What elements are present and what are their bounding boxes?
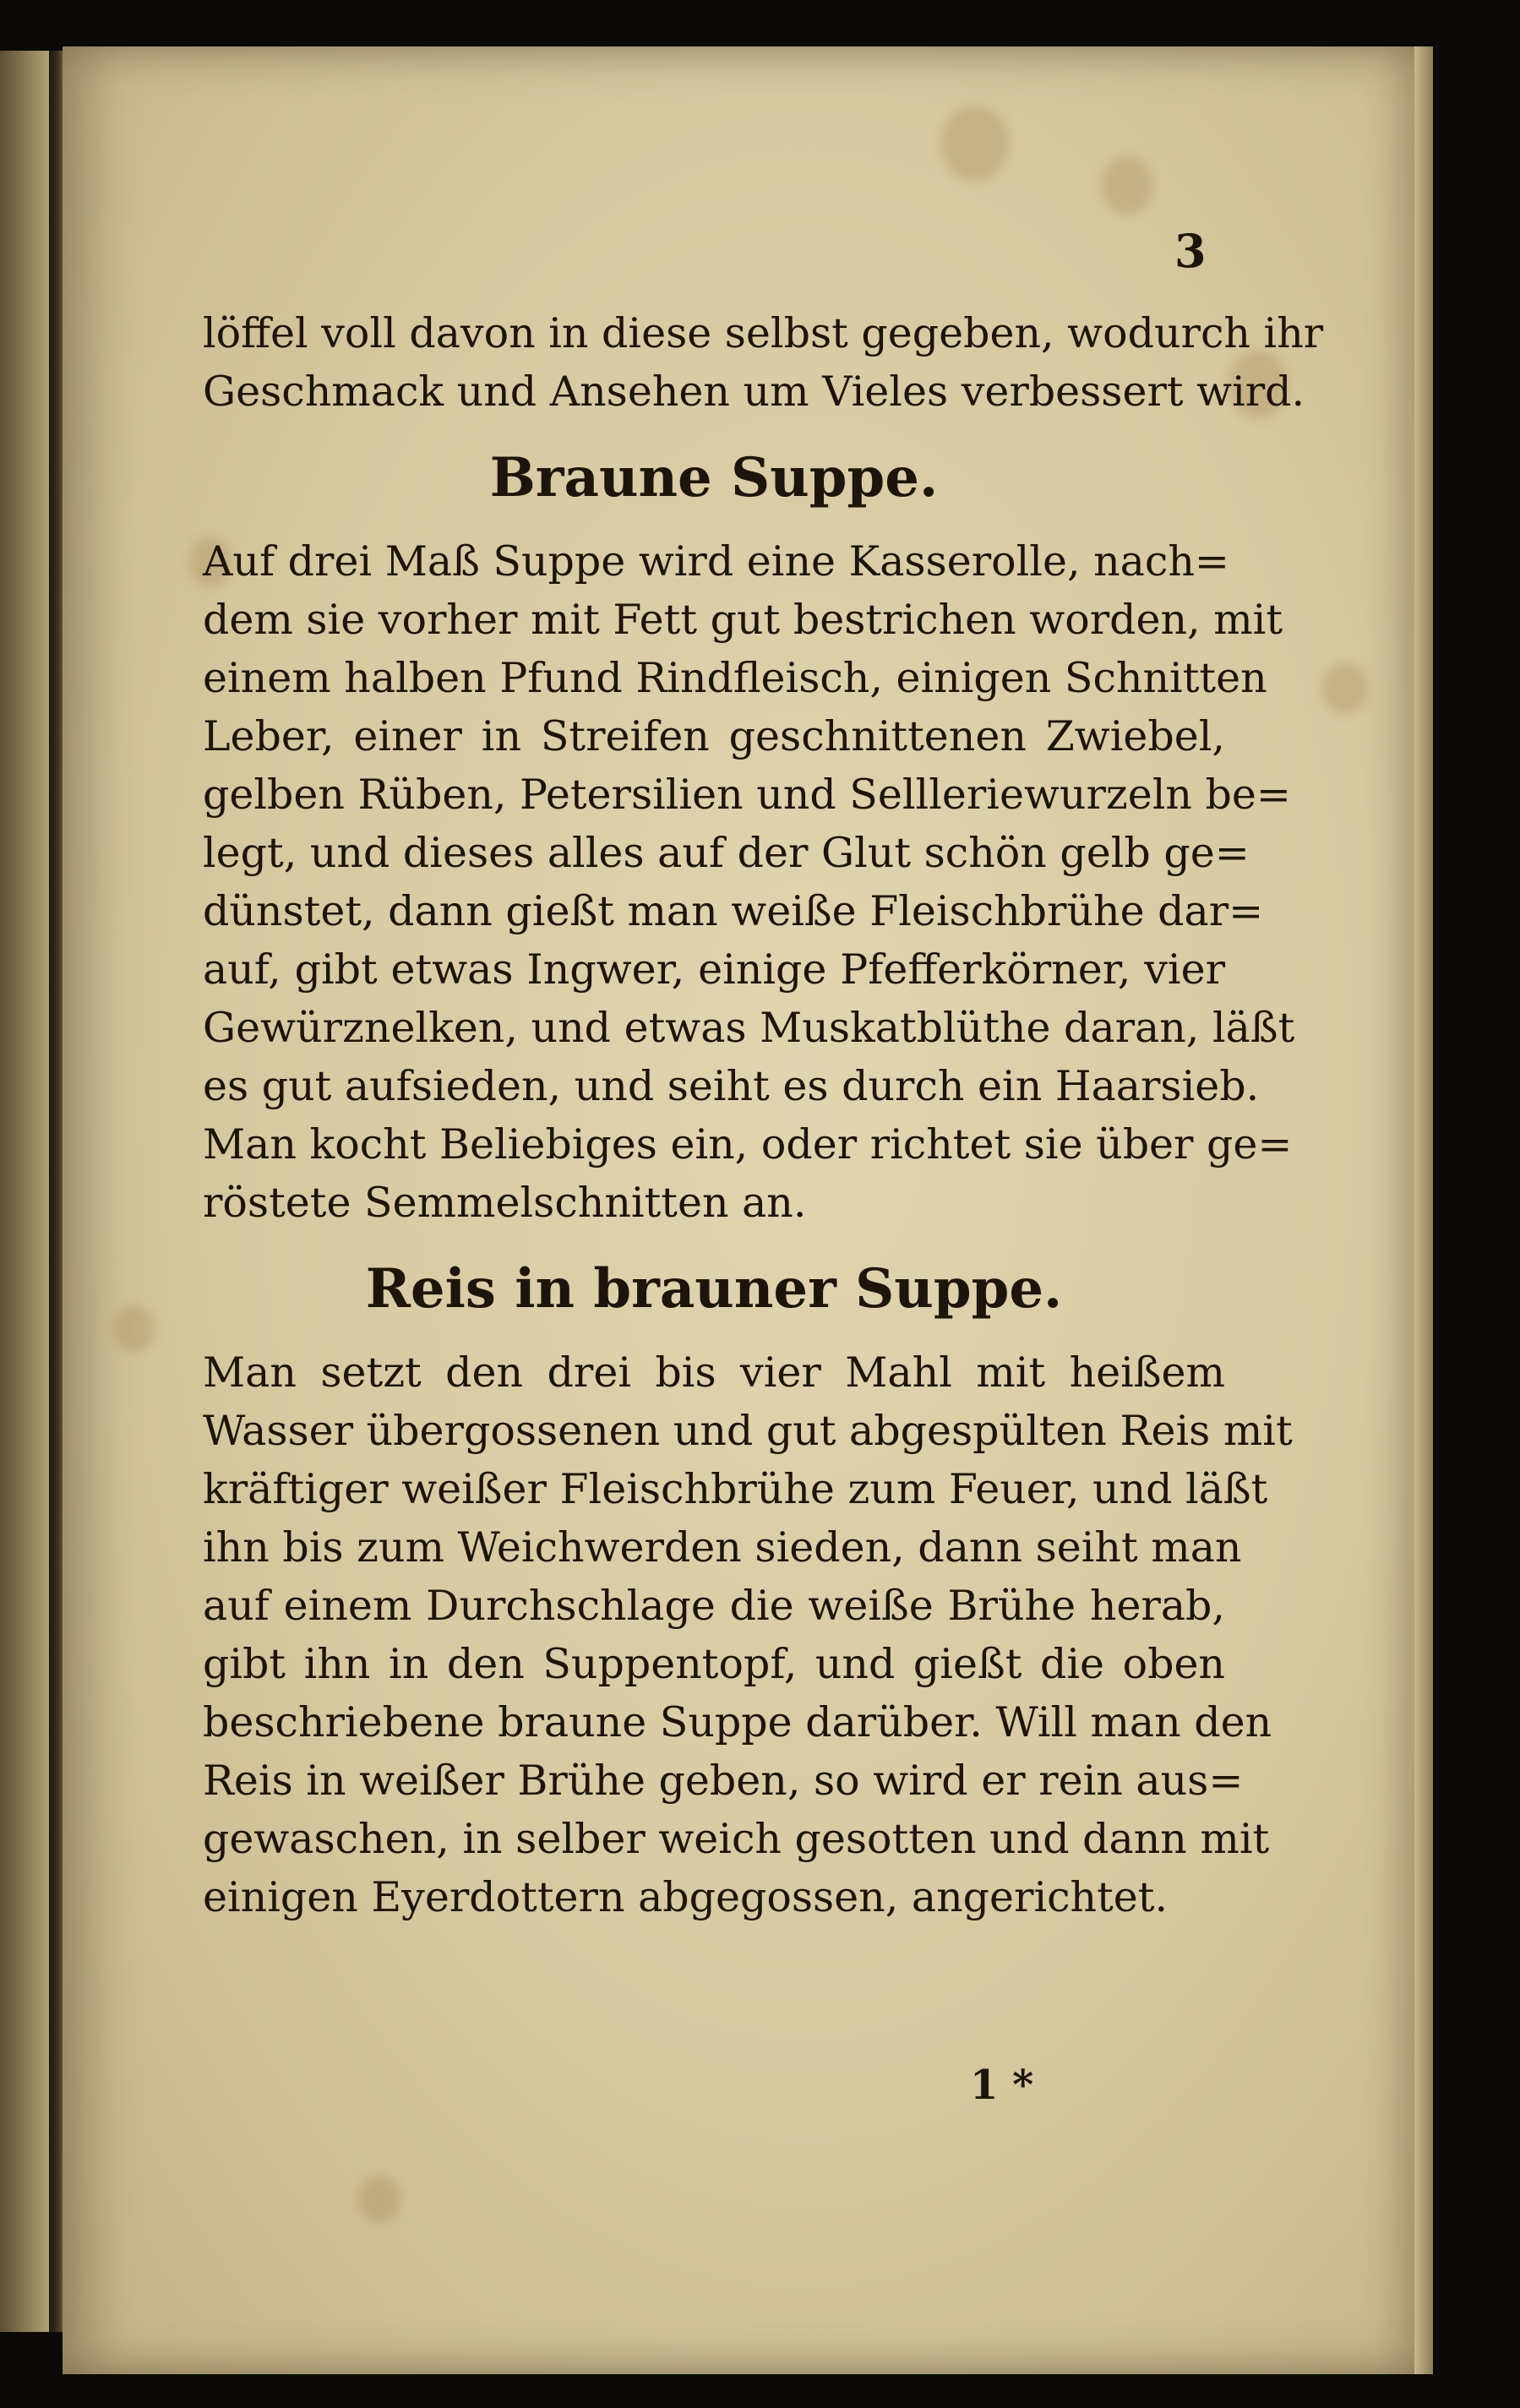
intro-paragraph [203, 304, 1324, 421]
text-line: legt, und dieses alles auf der Glut schön gelb ge= [203, 829, 1250, 877]
text-line: Leber, einer in Streifen geschnittenen Zwiebel, [203, 712, 1225, 760]
text-line: Wasser übergossenen und gut abgespülten Reis mit [203, 1407, 1293, 1455]
text-line: Auf drei Maß Suppe wird eine Kasserolle, nach= [203, 537, 1229, 586]
text-line: einigen Eyerdottern abgegossen, angerichtet. [203, 1873, 1169, 1921]
page-number: 3 [1174, 224, 1207, 278]
text-line: gelben Rüben, Petersilien und Sellleriewurzeln be= [203, 771, 1291, 819]
text-line: gewaschen, in selber weich gesotten und dann mit [203, 1815, 1270, 1863]
text-line: röstete Semmelschnitten an. [203, 1179, 807, 1227]
section-braune-suppe [203, 436, 1295, 1232]
text-line: Man setzt den drei bis vier Mahl mit heißem [203, 1348, 1225, 1397]
section-heading: Reis in brauner Suppe. [365, 1257, 1063, 1321]
text-line: dem sie vorher mit Fett gut bestrichen worden, mit [203, 596, 1283, 644]
text-line: gibt ihn in den Suppentopf, und gießt die oben [203, 1640, 1225, 1688]
text-line: Gewürznelken, und etwas Muskatblüthe daran, läßt [203, 1004, 1295, 1052]
text-line: dünstet, dann gießt man weiße Fleischbrühe dar= [203, 887, 1264, 935]
section-reis-in-brauner-suppe [203, 1247, 1293, 1926]
text-line: ihn bis zum Weichwerden sieden, dann seiht man [203, 1523, 1242, 1572]
text-line: auf einem Durchschlage die weiße Brühe herab, [203, 1582, 1225, 1630]
text-line: einem halben Pfund Rindfleisch, einigen Schnitten [203, 654, 1267, 702]
section-heading: Braune Suppe. [489, 446, 939, 509]
text-line: Geschmack und Ansehen um Vieles verbessert wird. [203, 368, 1305, 416]
text-line: beschriebene braune Suppe darüber. Will man den [203, 1698, 1272, 1746]
text-line: kräftiger weißer Fleischbrühe zum Feuer, und läßt [203, 1465, 1268, 1513]
page-text [203, 211, 1324, 1926]
signature-mark: 1 * [970, 2062, 1034, 2109]
page-edge [1414, 46, 1433, 2374]
text-line: löffel voll davon in diese selbst gegeben, wodurch ihr [203, 309, 1324, 357]
text-line: Reis in weißer Brühe geben, so wird er rein aus= [203, 1757, 1244, 1805]
left-page-edge [0, 51, 52, 2332]
text-line: es gut aufsieden, und seiht es durch ein Haarsieb. [203, 1062, 1260, 1110]
text-line: Man kocht Beliebiges ein, oder richtet sie über ge= [203, 1120, 1293, 1169]
text-line: auf, gibt etwas Ingwer, einige Pfefferkörner, vier [203, 945, 1225, 994]
